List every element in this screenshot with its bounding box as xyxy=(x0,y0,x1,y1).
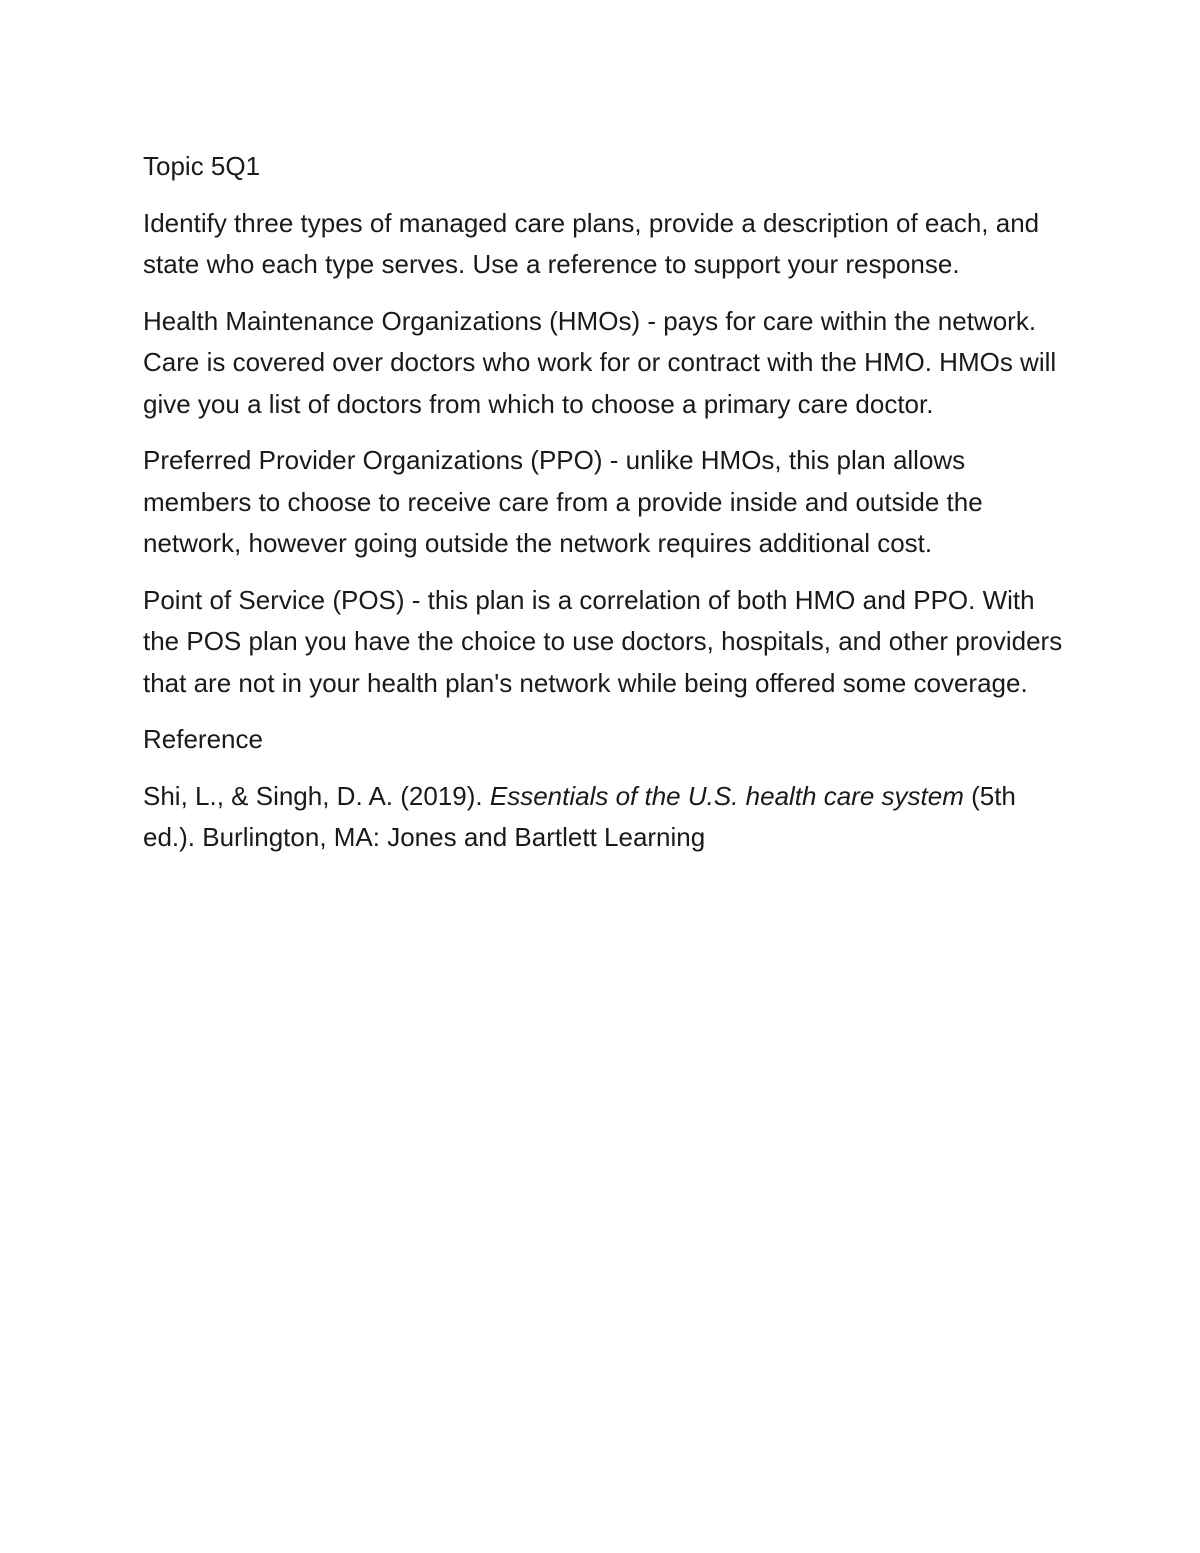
reference-book-title: Essentials of the U.S. health care system xyxy=(489,780,964,811)
reference-authors: Shi, L., & Singh, D. A. (2019). xyxy=(143,780,490,811)
document-title: Topic 5Q1 xyxy=(143,151,261,181)
answer-pos-paragraph: Point of Service (POS) - this plan is a correlation of both HMO and PPO. With the POS plan you have the choice to use doctors, hospitals, and other providers that are not in your health plan's network while being offered some coverage. xyxy=(143,584,1063,698)
question-paragraph: Identify three types of managed care plans, provide a description of each, and state who each type serves. Use a reference to support your response. xyxy=(143,207,1040,279)
reference-publication: (5th ed.). Burlington, MA: Jones and Bartlett Learning xyxy=(143,780,1016,852)
document-body xyxy=(143,146,1068,874)
reference-citation xyxy=(143,776,1068,859)
answer-ppo-paragraph: Preferred Provider Organizations (PPO) - unlike HMOs, this plan allows members to choose to receive care from a provide inside and outside the network, however going outside the network requires additional cost. xyxy=(143,445,983,558)
reference-heading: Reference xyxy=(143,724,263,754)
answer-hmo-paragraph: Health Maintenance Organizations (HMOs) - pays for care within the network. Care is covered over doctors who work for or contract with the HMO. HMOs will give you a list of doctors from which to choose a primary care doctor. xyxy=(143,305,1057,419)
